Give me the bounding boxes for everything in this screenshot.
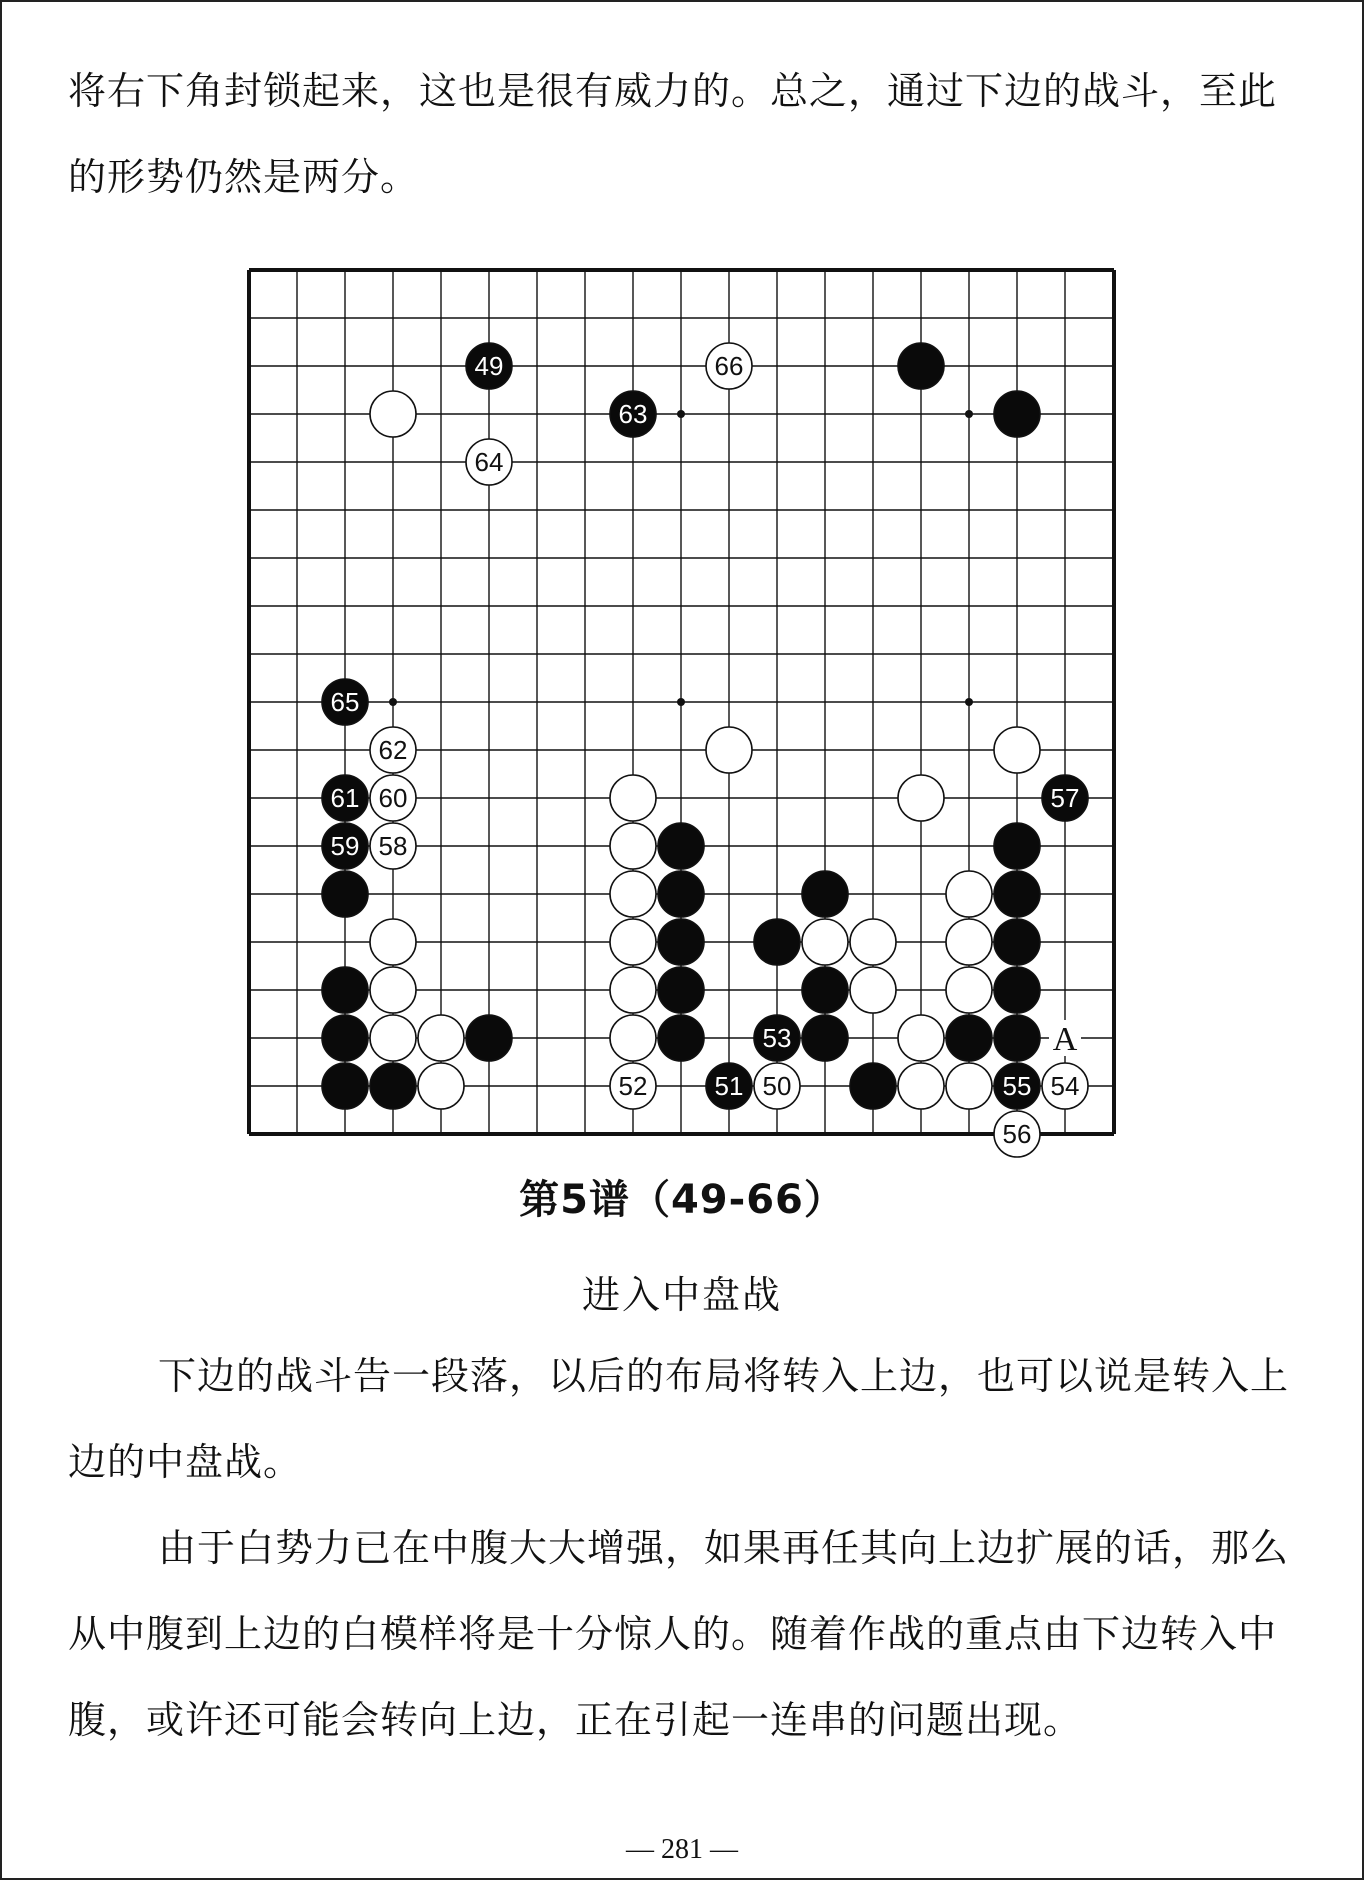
black-stone xyxy=(322,871,368,917)
star-point xyxy=(389,698,397,706)
white-stone xyxy=(706,343,752,389)
white-stone xyxy=(946,919,992,965)
stone-circle xyxy=(610,871,656,917)
stone-circle xyxy=(946,919,992,965)
white-stone xyxy=(610,1063,656,1109)
white-stone xyxy=(610,919,656,965)
stone-circle xyxy=(322,967,368,1013)
black-stone xyxy=(322,775,368,821)
stone-number: 62 xyxy=(378,735,408,765)
stone-circle xyxy=(898,1015,944,1061)
stone-number: 65 xyxy=(330,687,360,717)
white-stone xyxy=(610,775,656,821)
white-stone xyxy=(418,1063,464,1109)
stone-circle xyxy=(994,823,1040,869)
white-stone xyxy=(610,871,656,917)
stone-number: 59 xyxy=(330,831,360,861)
stone-circle xyxy=(802,871,848,917)
stone-circle xyxy=(994,391,1040,437)
black-stone xyxy=(994,823,1040,869)
stone-circle xyxy=(802,967,848,1013)
stone-circle xyxy=(898,343,944,389)
stone-circle xyxy=(610,919,656,965)
white-stone xyxy=(898,1015,944,1061)
black-stone xyxy=(754,919,800,965)
stone-circle xyxy=(658,1015,704,1061)
stone-circle xyxy=(994,727,1040,773)
stone-circle xyxy=(322,871,368,917)
black-stone xyxy=(322,1015,368,1061)
stone-circle xyxy=(610,823,656,869)
stone-number: 49 xyxy=(474,351,504,381)
black-stone xyxy=(754,1015,800,1061)
black-stone xyxy=(658,1015,704,1061)
black-stone xyxy=(994,919,1040,965)
stone-circle xyxy=(994,871,1040,917)
white-stone xyxy=(610,967,656,1013)
black-stone xyxy=(466,1015,512,1061)
black-stone xyxy=(466,343,512,389)
stone-circle xyxy=(802,919,848,965)
white-stone xyxy=(370,967,416,1013)
stone-circle xyxy=(610,1015,656,1061)
section-heading: 进入中盘战 xyxy=(581,1273,782,1317)
markers-layer xyxy=(1049,1020,1081,1058)
white-stone xyxy=(898,1063,944,1109)
stone-number: 54 xyxy=(1050,1071,1080,1101)
white-stone xyxy=(370,391,416,437)
black-stone xyxy=(994,1015,1040,1061)
star-point xyxy=(677,698,685,706)
stone-circle xyxy=(994,919,1040,965)
stone-circle xyxy=(658,823,704,869)
paragraph-body-1: 下边的战斗告一段落，以后的布局将转入上边，也可以说是转入上边的中盘战。 xyxy=(68,1354,1290,1484)
stone-circle xyxy=(370,919,416,965)
stone-circle xyxy=(946,871,992,917)
white-stone xyxy=(370,823,416,869)
stone-number: 64 xyxy=(474,447,504,477)
white-stone xyxy=(370,1015,416,1061)
black-stone xyxy=(850,1063,896,1109)
stone-number: 56 xyxy=(1002,1119,1032,1149)
stone-circle xyxy=(658,967,704,1013)
stone-circle xyxy=(370,391,416,437)
stone-circle xyxy=(466,1015,512,1061)
white-stone xyxy=(946,1063,992,1109)
stone-circle xyxy=(994,967,1040,1013)
stone-circle xyxy=(418,1015,464,1061)
white-stone xyxy=(754,1063,800,1109)
stone-number: 53 xyxy=(762,1023,792,1053)
black-stone xyxy=(1042,775,1088,821)
stone-circle xyxy=(802,1015,848,1061)
paragraph-top-1: 将右下角封锁起来，这也是很有威力的。总之，通过下边的战斗，至此的形势仍然是两分。 xyxy=(68,69,1278,199)
white-stone xyxy=(850,919,896,965)
black-stone xyxy=(658,967,704,1013)
stone-circle xyxy=(610,775,656,821)
black-stone xyxy=(706,1063,752,1109)
white-stone xyxy=(1042,1063,1088,1109)
white-stone xyxy=(994,727,1040,773)
stone-circle xyxy=(418,1063,464,1109)
stone-circle xyxy=(322,1015,368,1061)
stone-circle xyxy=(322,1063,368,1109)
stone-number: 63 xyxy=(618,399,648,429)
star-point xyxy=(677,410,685,418)
white-stone xyxy=(802,919,848,965)
stone-circle xyxy=(850,967,896,1013)
black-stone xyxy=(658,919,704,965)
stone-number: 52 xyxy=(618,1071,648,1101)
black-stone xyxy=(994,871,1040,917)
stone-number: 51 xyxy=(714,1071,744,1101)
white-stone xyxy=(946,871,992,917)
stone-circle xyxy=(754,919,800,965)
stone-circle xyxy=(658,919,704,965)
black-stone xyxy=(370,1063,416,1109)
black-stone xyxy=(322,679,368,725)
stone-circle xyxy=(370,1015,416,1061)
black-stone xyxy=(658,823,704,869)
black-stone xyxy=(946,1015,992,1061)
stone-circle xyxy=(850,919,896,965)
white-stone xyxy=(898,775,944,821)
page-number: — 281 — xyxy=(626,1834,738,1865)
white-stone xyxy=(850,967,896,1013)
white-stone xyxy=(610,823,656,869)
stone-circle xyxy=(658,871,704,917)
star-point xyxy=(965,410,973,418)
stone-number: 58 xyxy=(378,831,408,861)
white-stone xyxy=(994,1111,1040,1157)
body-text-block xyxy=(68,1333,1300,1763)
white-stone xyxy=(466,439,512,485)
black-stone xyxy=(994,1063,1040,1109)
stone-number: 50 xyxy=(762,1071,792,1101)
white-stone xyxy=(946,967,992,1013)
stone-number: 57 xyxy=(1050,783,1080,813)
stone-circle xyxy=(850,1063,896,1109)
white-stone xyxy=(370,727,416,773)
black-stone xyxy=(610,391,656,437)
stone-circle xyxy=(946,1063,992,1109)
black-stone xyxy=(658,871,704,917)
stone-circle xyxy=(946,1015,992,1061)
black-stone xyxy=(898,343,944,389)
black-stone xyxy=(802,1015,848,1061)
stone-circle xyxy=(994,1015,1040,1061)
paragraph-body-2: 由于白势力已在中腹大大增强，如果再任其向上边扩展的话，那么从中腹到上边的白模样将是十分惊人的。随着作战的重点由下边转入中腹，或许还可能会转向上边，正在引起一连串的问题出现。 xyxy=(68,1526,1290,1742)
white-stone xyxy=(418,1015,464,1061)
stone-circle xyxy=(610,967,656,1013)
black-stone xyxy=(802,967,848,1013)
diagram-caption: 第5谱（49-66） xyxy=(519,1177,845,1223)
black-stone xyxy=(322,823,368,869)
stone-circle xyxy=(370,1063,416,1109)
white-stone xyxy=(610,1015,656,1061)
black-stone xyxy=(994,967,1040,1013)
black-stone xyxy=(802,871,848,917)
stone-circle xyxy=(898,1063,944,1109)
stone-number: 66 xyxy=(714,351,744,381)
black-stone xyxy=(994,391,1040,437)
black-stone xyxy=(322,967,368,1013)
white-stone xyxy=(370,775,416,821)
black-stone xyxy=(322,1063,368,1109)
white-stone xyxy=(706,727,752,773)
stone-circle xyxy=(898,775,944,821)
stone-circle xyxy=(370,967,416,1013)
stone-number: 60 xyxy=(378,783,408,813)
point-marker-letter: A xyxy=(1052,1021,1078,1058)
stone-circle xyxy=(946,967,992,1013)
white-stone xyxy=(370,919,416,965)
star-point xyxy=(965,698,973,706)
stone-number: 61 xyxy=(330,783,360,813)
stone-circle xyxy=(706,727,752,773)
stone-number: 55 xyxy=(1002,1071,1032,1101)
